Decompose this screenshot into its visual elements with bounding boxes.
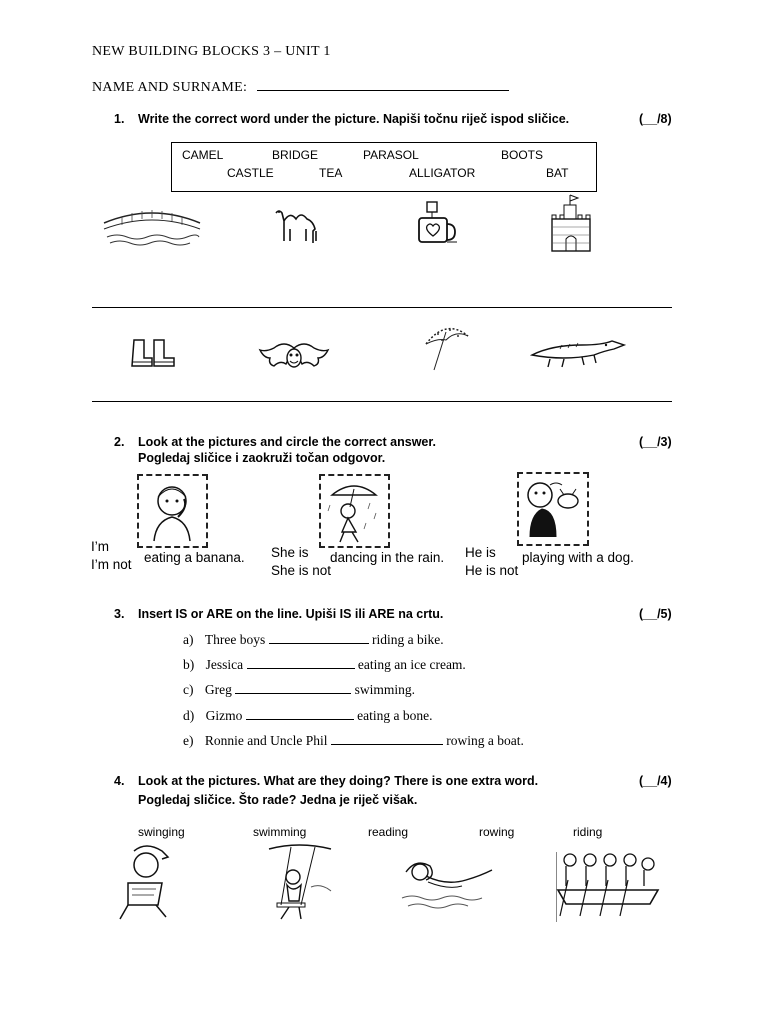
ex4-word-riding: riding [573,825,603,839]
ex3-item-b [183,656,466,673]
worksheet-title: NEW BUILDING BLOCKS 3 – UNIT 1 [92,44,331,59]
ex1-number: 1. [114,112,125,126]
ex3-item-d [183,707,432,724]
ex2-item1-opt1[interactable]: I’m [91,539,109,554]
word-bat: BAT [546,166,569,180]
name-field[interactable] [92,78,509,96]
ex3-item-b-rest: eating an ice cream. [357,657,466,672]
ex2-item2-opt2[interactable]: She is not [271,563,332,578]
ex3-item-d-letter: d) [183,708,195,723]
ex2-item1-opt2[interactable]: I’m not [91,557,132,572]
ex2-item2-opt1[interactable]: She is [271,545,309,560]
ex3-item-c-subject: Greg [204,682,232,697]
parasol-picture [420,322,472,374]
ex3-item-e-letter: e) [183,733,194,748]
word-tea: TEA [319,166,343,180]
name-line[interactable] [257,78,509,91]
ex3-item-e [183,732,524,749]
ex3-number: 3. [114,607,125,621]
ex2-item3-opt1[interactable]: He is [465,545,496,560]
girl-dancing-rain-picture [322,477,386,543]
ex2-item2-rest: dancing in the rain. [330,550,445,565]
ex3-item-c-blank[interactable] [235,681,351,694]
word-camel: CAMEL [182,148,224,162]
ex4-word-rowing: rowing [479,825,515,839]
ex3-item-c-rest: swimming. [354,682,416,697]
name-label: NAME AND SURNAME: [92,80,248,95]
ex3-item-a [183,631,444,648]
alligator-picture [530,337,626,371]
bat-picture [258,340,330,374]
ex4-instruction: Look at the pictures. What are they doing? There is one extra word. [138,774,539,788]
ex2-number: 2. [114,435,125,449]
ex3-item-d-rest: eating a bone. [357,708,433,723]
boots-picture [128,338,178,370]
word-castle: CASTLE [227,166,274,180]
child-swinging-picture [265,843,335,923]
ex3-item-e-subject: Ronnie and Uncle Phil [204,733,328,748]
girl-swimming-picture [398,852,496,914]
camel-picture [272,205,324,245]
bridge-picture [102,203,202,248]
ex3-score: (__/5) [639,607,672,621]
boy-playing-dog-picture [520,475,584,541]
ex3-item-c-letter: c) [183,682,194,697]
ex1-instruction: Write the correct word under the picture. Napiši točnu riječ ispod sličice. [138,112,570,126]
ex4-word-reading: reading [368,825,409,839]
word-bridge: BRIDGE [272,148,319,162]
boy-eating-banana-picture [140,477,204,543]
ex3-item-a-letter: a) [183,632,194,647]
tea-picture [415,200,460,248]
ex3-item-c [183,681,415,698]
ex2-item1-rest: eating a banana. [144,550,245,565]
boy-reading-picture [110,843,188,923]
ex4-score: (__/4) [639,774,672,788]
castle-picture [548,193,594,253]
ex3-item-a-rest: riding a bike. [371,632,444,647]
ex3-instruction: Insert IS or ARE on the line. Upiši IS ili ARE na crtu. [138,607,444,621]
ex3-item-b-letter: b) [183,657,195,672]
ex4-instruction-hr: Pogledaj sličice. Što rade? Jedna je riječ višak. [138,793,418,807]
ex3-item-a-subject: Three boys [204,632,266,647]
answer-line-2[interactable] [92,401,672,402]
ex3-item-d-blank[interactable] [246,707,354,720]
ex2-item3-opt2[interactable]: He is not [465,563,519,578]
answer-line-1[interactable] [92,307,672,308]
ex3-item-b-blank[interactable] [247,656,355,669]
ex3-item-b-subject: Jessica [205,657,244,672]
ex2-instruction: Look at the pictures and circle the correct answer. [138,435,437,449]
ex3-item-a-blank[interactable] [269,631,369,644]
ex2-item3-rest: playing with a dog. [522,550,634,565]
ex3-item-e-rest: rowing a boat. [446,733,524,748]
ex1-score: (__/8) [639,112,672,126]
word-parasol: PARASOL [363,148,419,162]
people-rowing-picture [556,850,660,922]
ex3-item-e-blank[interactable] [331,732,443,745]
word-alligator: ALLIGATOR [409,166,476,180]
ex4-number: 4. [114,774,125,788]
word-boots: BOOTS [501,148,544,162]
ex2-instruction-hr: Pogledaj sličice i zaokruži točan odgovor. [138,451,386,465]
ex2-score: (__/3) [639,435,672,449]
ex3-item-d-subject: Gizmo [205,708,243,723]
ex4-word-swinging: swinging [138,825,185,839]
ex4-word-swimming: swimming [253,825,307,839]
